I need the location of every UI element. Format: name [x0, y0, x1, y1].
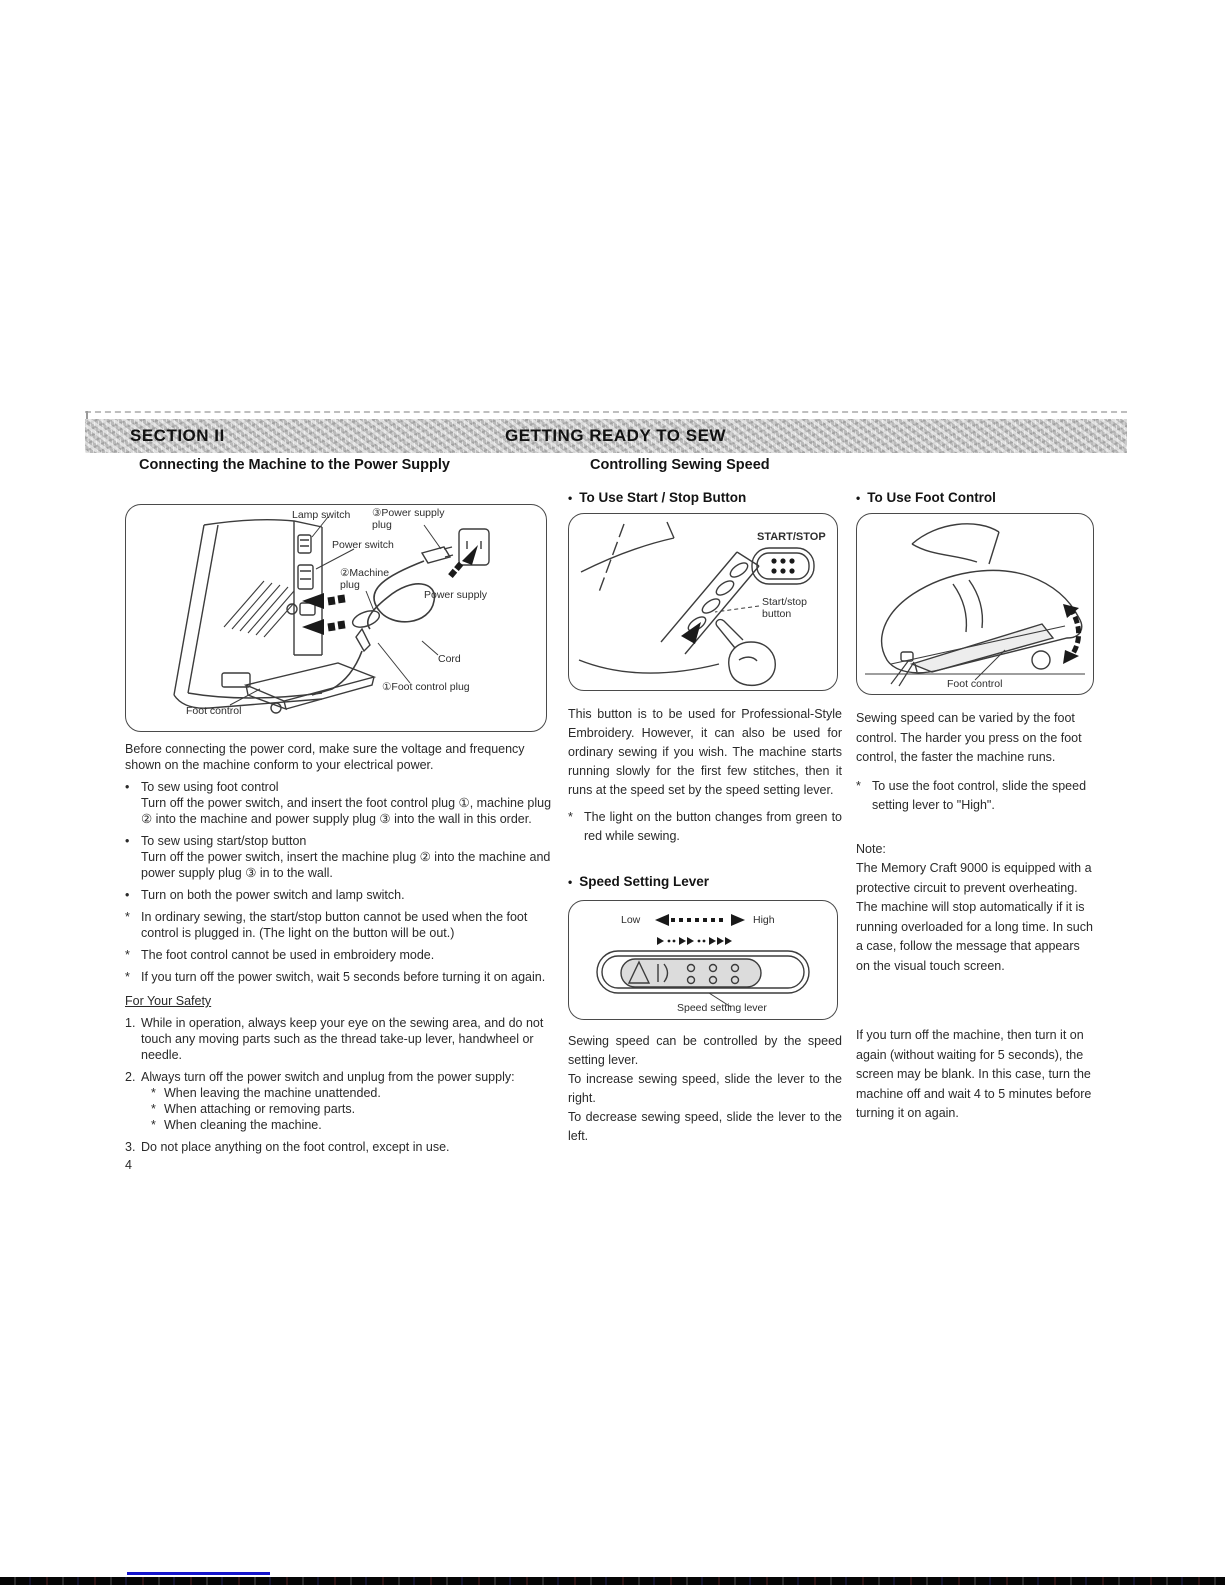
cord-label: Cord — [438, 653, 461, 665]
foot-control-plug-label: ①Foot control plug — [382, 681, 470, 693]
power-switch-label: Power switch — [332, 539, 394, 551]
list-item — [125, 779, 553, 827]
power-connection-figure — [125, 504, 547, 732]
note-body: The Memory Craft 9000 is equipped with a protective circuit to prevent overheating. The machine will stop automatically if it is running overloaded for a long time. In such a case, follow the message that appears on the visual touch screen. — [856, 861, 1093, 973]
high-label: High — [753, 914, 775, 926]
asterisk-icon: * — [151, 1118, 156, 1132]
speed-lever-subheading: • Speed Setting Lever — [568, 874, 709, 889]
right-column — [856, 490, 1096, 1124]
safety-heading: For Your Safety — [125, 994, 212, 1008]
list-item — [125, 833, 553, 881]
machine-plug-label: ②Machine plug — [340, 567, 390, 591]
middle-column — [568, 456, 842, 1146]
safety-sub-text: When attaching or removing parts. — [164, 1102, 356, 1116]
left-heading: Connecting the Machine to the Power Supply — [139, 457, 450, 473]
startstop-subheading: • To Use Start / Stop Button — [568, 490, 747, 505]
item-number: 1. — [125, 1016, 136, 1030]
power-supply-label: Power supply — [424, 589, 488, 601]
note-item — [568, 808, 842, 846]
bullet-title: To sew using foot control — [141, 780, 279, 794]
section-label: SECTION II — [130, 426, 225, 445]
bullet-icon: • — [125, 780, 130, 794]
startstop-body: This button is to be used for Professional-Style Embroidery. However, it can also be used for ordinary sewing if you wish. The machine starts running slowly for the first few stitches, then it runs at the speed set by the speed setting lever. — [568, 707, 842, 797]
section-header-band — [85, 419, 1127, 453]
list-item — [125, 887, 553, 903]
bullet-body: Turn off the power switch, insert the machine plug ② into the machine and power supply plug ③ in to the wall. — [141, 850, 551, 880]
foot-control-diagram — [857, 514, 1092, 693]
foot-control-callout: Foot control — [947, 678, 1003, 690]
lamp-switch-label: Lamp switch — [292, 509, 351, 521]
safety-text: Always turn off the power switch and unplug from the power supply: — [141, 1070, 515, 1084]
asterisk-icon: * — [125, 910, 130, 924]
note-text: The foot control cannot be used in embroidery mode. — [141, 948, 435, 962]
speed-body-3: To decrease sewing speed, slide the lever to the left. — [568, 1110, 842, 1143]
speed-lever-callout: Speed setting lever — [677, 1002, 767, 1014]
bullet-icon: • — [856, 491, 861, 505]
asterisk-icon: * — [151, 1102, 156, 1116]
safety-sub-item — [141, 1085, 553, 1101]
note2-body: If you turn off the machine, then turn it on again (without waiting for 5 seconds), the screen may be blank. In this case, turn the machine off and wait 4 to 5 minutes before turning it on again. — [856, 1028, 1092, 1120]
foot-control-label: Foot control — [186, 705, 242, 717]
start-stop-button-label: START/STOP — [757, 531, 826, 543]
middle-heading: Controlling Sewing Speed — [590, 457, 770, 473]
safety-sub-item — [141, 1101, 553, 1117]
note-item — [125, 969, 553, 985]
safety-item — [125, 1139, 553, 1155]
asterisk-icon: * — [125, 948, 130, 962]
foot-control-body: Sewing speed can be varied by the foot control. The harder you press on the foot control, the faster the machine runs. — [856, 711, 1082, 764]
note-text: In ordinary sewing, the start/stop button cannot be used when the foot control is plugged in. (The light on the button will be out.) — [141, 910, 528, 940]
page-number: 4 — [125, 1158, 132, 1172]
asterisk-icon: * — [568, 810, 573, 824]
foot-control-figure — [856, 513, 1094, 695]
speed-body-1: Sewing speed can be controlled by the speed setting lever. — [568, 1034, 842, 1067]
speed-body-2: To increase sewing speed, slide the lever to the right. — [568, 1072, 842, 1105]
bottom-blue-line — [127, 1572, 270, 1575]
safety-sub-text: When leaving the machine unattended. — [164, 1086, 381, 1100]
safety-sub-text: When cleaning the machine. — [164, 1118, 322, 1132]
bullet-title: To sew using start/stop button — [141, 834, 307, 848]
note-item — [125, 909, 553, 941]
safety-text: While in operation, always keep your eye on the sewing area, and do not touch any moving parts such as the thread take-up lever, handwheel or needle. — [141, 1016, 544, 1062]
start-stop-figure — [568, 513, 838, 691]
bullet-icon: • — [125, 834, 130, 848]
asterisk-icon: * — [856, 778, 861, 793]
left-intro: Before connecting the power cord, make sure the voltage and frequency shown on the machine conform to your electrical power. — [125, 742, 525, 772]
item-number: 3. — [125, 1140, 136, 1154]
bullet-body: Turn off the power switch, and insert the foot control plug ①, machine plug ② into the machine and power supply plug ③ into the wall in this order. — [141, 796, 552, 826]
asterisk-icon: * — [151, 1086, 156, 1100]
startstop-note: The light on the button changes from green to red while sewing. — [584, 810, 842, 843]
bottom-scan-edge — [0, 1577, 1225, 1585]
left-column — [125, 456, 553, 1173]
foot-control-subheading: • To Use Foot Control — [856, 490, 996, 505]
low-label: Low — [621, 914, 641, 926]
safety-sub-item — [141, 1117, 553, 1133]
note-item — [856, 777, 1096, 816]
start-stop-callout: Start/stop button — [762, 596, 807, 620]
bullet-icon: • — [568, 491, 573, 505]
safety-item — [125, 1015, 553, 1063]
asterisk-icon: * — [125, 970, 130, 984]
safety-item — [125, 1069, 553, 1133]
bullet-icon: • — [125, 888, 130, 902]
item-number: 2. — [125, 1070, 136, 1084]
note-text: If you turn off the power switch, wait 5 seconds before turning it on again. — [141, 970, 546, 984]
bullet-title: Turn on both the power switch and lamp switch. — [141, 888, 405, 902]
speed-lever-diagram — [569, 901, 836, 1018]
safety-text: Do not place anything on the foot control, except in use. — [141, 1140, 450, 1154]
header-dashed-rule — [85, 411, 1127, 413]
foot-control-asterisk: To use the foot control, slide the speed setting lever to "High". — [872, 778, 1087, 812]
speed-lever-figure — [568, 900, 838, 1020]
note-label: Note: — [856, 841, 886, 856]
bullet-icon: • — [568, 875, 573, 889]
page-title: GETTING READY TO SEW — [505, 426, 726, 445]
power-supply-plug-label: ③Power supply plug — [372, 507, 445, 531]
note-item — [125, 947, 553, 963]
